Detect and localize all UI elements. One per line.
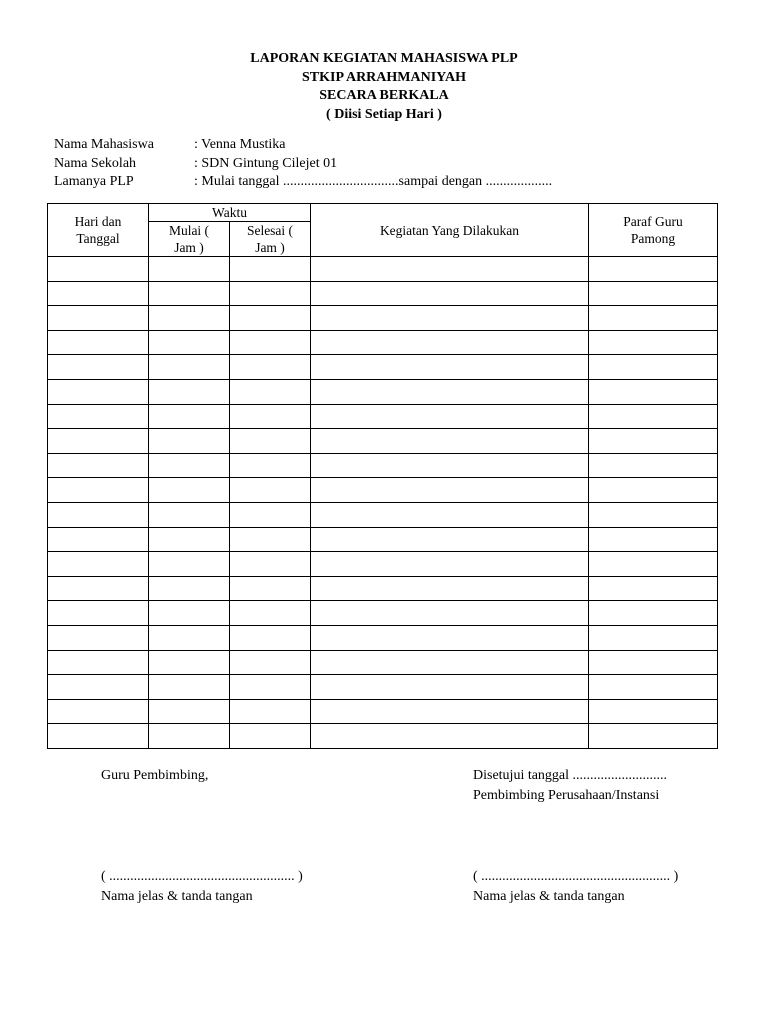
cell-start[interactable] xyxy=(149,478,230,503)
school-label: Nama Sekolah xyxy=(54,155,137,171)
cell-end[interactable] xyxy=(230,281,311,306)
cell-activity[interactable] xyxy=(311,724,589,749)
cell-end[interactable] xyxy=(230,453,311,478)
cell-activity[interactable] xyxy=(311,453,589,478)
cell-date[interactable] xyxy=(48,379,149,404)
cell-signature[interactable] xyxy=(589,330,718,355)
cell-signature[interactable] xyxy=(589,675,718,700)
cell-activity[interactable] xyxy=(311,478,589,503)
cell-activity[interactable] xyxy=(311,404,589,429)
cell-date[interactable] xyxy=(48,675,149,700)
cell-start[interactable] xyxy=(149,257,230,282)
cell-activity[interactable] xyxy=(311,306,589,331)
school-value: : SDN Gintung Cilejet 01 xyxy=(194,155,338,171)
left-signature-block xyxy=(101,867,303,907)
right-signature-blank: ( ...................................................... ) xyxy=(473,869,679,884)
header-end-time: Selesai ( Jam ) xyxy=(230,222,311,257)
report-title: LAPORAN KEGIATAN MAHASISWA PLP xyxy=(250,51,518,66)
table-row xyxy=(48,429,718,454)
cell-date[interactable] xyxy=(48,257,149,282)
cell-start[interactable] xyxy=(149,601,230,626)
table-row xyxy=(48,699,718,724)
cell-end[interactable] xyxy=(230,306,311,331)
header-date: Hari dan Tanggal xyxy=(48,204,149,257)
header-activity: Kegiatan Yang Dilakukan xyxy=(311,204,589,257)
cell-end[interactable] xyxy=(230,355,311,380)
table-row xyxy=(48,650,718,675)
cell-date[interactable] xyxy=(48,576,149,601)
cell-start[interactable] xyxy=(149,625,230,650)
report-header xyxy=(0,50,768,124)
cell-start[interactable] xyxy=(149,552,230,577)
left-signature-title: Guru Pembimbing, xyxy=(101,768,209,783)
cell-activity[interactable] xyxy=(311,601,589,626)
cell-signature[interactable] xyxy=(589,478,718,503)
duration-value: : Mulai tanggal .................................sampai dengan ................... xyxy=(194,174,553,189)
cell-signature[interactable] xyxy=(589,453,718,478)
cell-date[interactable] xyxy=(48,478,149,503)
cell-start[interactable] xyxy=(149,650,230,675)
cell-activity[interactable] xyxy=(311,650,589,675)
cell-date[interactable] xyxy=(48,724,149,749)
cell-date[interactable] xyxy=(48,650,149,675)
table-row xyxy=(48,257,718,282)
cell-activity[interactable] xyxy=(311,429,589,454)
table-row xyxy=(48,576,718,601)
table-row xyxy=(48,404,718,429)
cell-end[interactable] xyxy=(230,330,311,355)
table-body xyxy=(48,257,718,749)
cell-signature[interactable] xyxy=(589,306,718,331)
cell-signature[interactable] xyxy=(589,404,718,429)
right-signature-caption: Nama jelas & tanda tangan xyxy=(473,889,625,904)
header-start-time: Mulai ( Jam ) xyxy=(149,222,230,257)
cell-start[interactable] xyxy=(149,330,230,355)
cell-signature[interactable] xyxy=(589,650,718,675)
activity-log-table xyxy=(47,203,718,749)
header-signature: Paraf Guru Pamong xyxy=(589,204,718,257)
cell-signature[interactable] xyxy=(589,429,718,454)
cell-activity[interactable] xyxy=(311,552,589,577)
table-row xyxy=(48,527,718,552)
cell-start[interactable] xyxy=(149,306,230,331)
cell-date[interactable] xyxy=(48,355,149,380)
header-time: Waktu xyxy=(149,204,311,222)
cell-activity[interactable] xyxy=(311,675,589,700)
left-signature-caption: Nama jelas & tanda tangan xyxy=(101,889,253,904)
cell-signature[interactable] xyxy=(589,576,718,601)
cell-end[interactable] xyxy=(230,527,311,552)
info-row-name xyxy=(54,136,552,155)
cell-activity[interactable] xyxy=(311,502,589,527)
table-row xyxy=(48,675,718,700)
cell-activity[interactable] xyxy=(311,576,589,601)
cell-signature[interactable] xyxy=(589,355,718,380)
approval-date-line: Disetujui tanggal ........................... xyxy=(473,768,668,783)
cell-end[interactable] xyxy=(230,650,311,675)
cell-activity[interactable] xyxy=(311,355,589,380)
cell-start[interactable] xyxy=(149,453,230,478)
table-row xyxy=(48,552,718,577)
cell-signature[interactable] xyxy=(589,502,718,527)
cell-end[interactable] xyxy=(230,379,311,404)
cell-end[interactable] xyxy=(230,552,311,577)
cell-signature[interactable] xyxy=(589,601,718,626)
cell-signature[interactable] xyxy=(589,625,718,650)
cell-end[interactable] xyxy=(230,502,311,527)
cell-start[interactable] xyxy=(149,527,230,552)
cell-date[interactable] xyxy=(48,527,149,552)
cell-start[interactable] xyxy=(149,379,230,404)
cell-activity[interactable] xyxy=(311,257,589,282)
cell-date[interactable] xyxy=(48,330,149,355)
table-row xyxy=(48,330,718,355)
cell-signature[interactable] xyxy=(589,257,718,282)
cell-signature[interactable] xyxy=(589,699,718,724)
table-row xyxy=(48,502,718,527)
cell-activity[interactable] xyxy=(311,625,589,650)
cell-start[interactable] xyxy=(149,281,230,306)
cell-activity[interactable] xyxy=(311,699,589,724)
student-info xyxy=(54,136,552,192)
cell-start[interactable] xyxy=(149,404,230,429)
name-value: : Venna Mustika xyxy=(194,137,286,152)
cell-date[interactable] xyxy=(48,404,149,429)
left-signature-blank: ( ..................................................... ) xyxy=(101,869,303,884)
cell-start[interactable] xyxy=(149,429,230,454)
cell-start[interactable] xyxy=(149,699,230,724)
table-row xyxy=(48,281,718,306)
cell-date[interactable] xyxy=(48,699,149,724)
cell-date[interactable] xyxy=(48,625,149,650)
table-row xyxy=(48,601,718,626)
table-row xyxy=(48,453,718,478)
cell-signature[interactable] xyxy=(589,379,718,404)
cell-end[interactable] xyxy=(230,257,311,282)
institution-name: STKIP ARRAHMANIYAH xyxy=(301,69,466,85)
cell-date[interactable] xyxy=(48,552,149,577)
cell-signature[interactable] xyxy=(589,724,718,749)
cell-date[interactable] xyxy=(48,306,149,331)
cell-end[interactable] xyxy=(230,675,311,700)
report-subtitle: SECARA BERKALA xyxy=(319,88,449,103)
cell-start[interactable] xyxy=(149,675,230,700)
cell-activity[interactable] xyxy=(311,330,589,355)
cell-start[interactable] xyxy=(149,502,230,527)
cell-date[interactable] xyxy=(48,453,149,478)
name-label: Nama Mahasiswa xyxy=(54,137,154,152)
report-instruction: ( Diisi Setiap Hari ) xyxy=(326,106,442,122)
cell-date[interactable] xyxy=(48,281,149,306)
table-row xyxy=(48,306,718,331)
company-supervisor-label: Pembimbing Perusahaan/Instansi xyxy=(473,788,660,803)
table-row xyxy=(48,478,718,503)
cell-end[interactable] xyxy=(230,625,311,650)
table-row xyxy=(48,625,718,650)
cell-signature[interactable] xyxy=(589,527,718,552)
right-signature-block xyxy=(473,867,678,907)
table-row xyxy=(48,379,718,404)
info-row-duration xyxy=(54,173,552,192)
cell-activity[interactable] xyxy=(311,379,589,404)
table-row xyxy=(48,355,718,380)
cell-end[interactable] xyxy=(230,404,311,429)
cell-start[interactable] xyxy=(149,724,230,749)
cell-end[interactable] xyxy=(230,576,311,601)
cell-end[interactable] xyxy=(230,429,311,454)
cell-signature[interactable] xyxy=(589,552,718,577)
cell-end[interactable] xyxy=(230,724,311,749)
table-row xyxy=(48,724,718,749)
right-signature-title xyxy=(473,766,667,806)
duration-label: Lamanya PLP xyxy=(54,174,134,189)
cell-end[interactable] xyxy=(230,601,311,626)
cell-end[interactable] xyxy=(230,699,311,724)
cell-activity[interactable] xyxy=(311,527,589,552)
cell-date[interactable] xyxy=(48,502,149,527)
cell-signature[interactable] xyxy=(589,281,718,306)
cell-end[interactable] xyxy=(230,478,311,503)
cell-start[interactable] xyxy=(149,355,230,380)
cell-date[interactable] xyxy=(48,429,149,454)
cell-start[interactable] xyxy=(149,576,230,601)
info-row-school xyxy=(54,155,552,174)
cell-activity[interactable] xyxy=(311,281,589,306)
cell-date[interactable] xyxy=(48,601,149,626)
